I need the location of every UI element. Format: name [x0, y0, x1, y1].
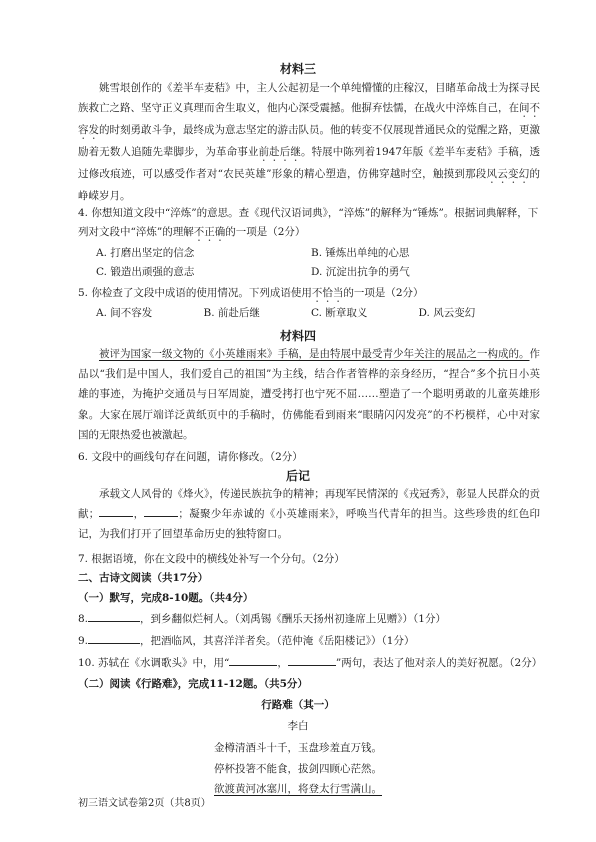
poem-line-2: 停杯投箸不能食，拔剑四顾心茫然。 — [214, 763, 382, 775]
comma: ， — [277, 657, 288, 669]
question-6 — [78, 448, 548, 467]
question-10-pre: 10. 苏轼在《水调歌头》中，用“ — [78, 657, 230, 669]
material-3-body — [78, 78, 540, 206]
option-d: D. 沉淀出抗争的勇气 — [311, 266, 410, 278]
question-10 — [78, 654, 548, 673]
section-2a-title: （一）默写，完成8-10题。（共4分） — [78, 592, 254, 604]
option-b: B. 锤炼出单纯的心思 — [311, 247, 410, 259]
text-run: 作品以“我们是中国人，我们爱自己的祖国”为主线，结合作者管桦的亲身经历，“捏合”多个抗日小英雄的事迹，为掩护交通员与日军周旋，遭受拷打也宁死不屈……塑造了一个聪明勇敢的儿童英雄形象。大家在展厅端详泛黄纸页中的手稿时，仿佛能看到雨来“眼睛闪闪发亮”的不朽模样，心中对家国的无限热爱也被激起。 — [78, 348, 540, 441]
question-5-options — [96, 304, 526, 323]
material-4-body — [78, 344, 540, 445]
section-2b-title: （二）阅读《行路难》，完成11-12题。（共5分） — [78, 678, 308, 690]
option-c: C. 断章取义 — [311, 307, 368, 319]
text-run: 的时刻勇敢斗争，最终成为意志坚定的游击队员。他的转变不仅展现普通民众的觉醒之路，更激励着无数人追随先辈脚步，为革命事业 — [78, 124, 540, 159]
afterword-title: 后记 — [285, 469, 310, 483]
option-a: A. 打磨出坚定的信念 — [96, 247, 195, 259]
question-8 — [78, 610, 548, 629]
poem-line-1: 金樽清酒斗十千，玉盘珍羞直万钱。 — [214, 742, 382, 754]
option-b: B. 前赴后继 — [203, 307, 260, 319]
text-run: 姚雪垠创作的《差半车麦秸》中，主人公起初是一个单纯懵懂的庄稼汉，目睹革命战士为探寻民族救亡之路、坚守正义真理而舍生取义，他内心深受震撼。他摒弃怯懦，在战火中淬炼自己，在 — [78, 82, 540, 115]
question-9-text: ，把酒临风，其喜洋洋者矣。（范仲淹《岳阳楼记》）（1分） — [140, 635, 415, 647]
poem-title: 行路难（其一） — [261, 699, 335, 711]
afterword-body: 承载文人风骨的《烽火》，传递民族抗争的精神；再现军民情深的《戎冠秀》，彰显人民群众的贡献； ， ；凝聚少年赤诚的《小英雄雨来》，呼唤当代青年的担当。这些珍贵的红色印记，为我们打开了回望革命历史的独特窗口。 — [78, 488, 541, 541]
option-a: A. 间不容发 — [96, 307, 153, 319]
page-footer: 初三语文试卷第2页（共8页） — [78, 798, 211, 809]
question-number: 9. — [78, 635, 89, 647]
question-7 — [78, 550, 548, 569]
material-3-title: 材料三 — [279, 62, 316, 76]
idiom-3: 风云变幻 — [486, 168, 530, 181]
answer-blank[interactable] — [88, 610, 140, 622]
question-7-text: 7. 根据语境，你在文段中的横线处补写一个分句。（2分） — [78, 553, 345, 565]
question-number: 8. — [78, 613, 89, 625]
question-6-text: 6. 文段中的画线句存在问题，请你修改。（2分） — [78, 451, 303, 463]
question-4-stem-end: 的一项是（2分） — [225, 226, 306, 238]
question-5-stem-end: 的一项是（2分） — [343, 287, 424, 299]
material-3-paragraph — [78, 78, 540, 206]
question-4-stem: 4. 你想知道文段中“淬炼”的意思。查《现代汉语词典》，“淬炼”的解释为“锤炼”。根据词典解释，下列对文段中“淬炼”的理解 — [78, 207, 539, 238]
idiom-1: 间不容发 — [78, 102, 540, 137]
answer-blank-2[interactable] — [288, 654, 336, 666]
text-run: 。特展中陈列着1947年版《差半车麦秸》手稿，透过修改痕迹，可以感受作者对“农民英雄”形象的精心塑造，仿佛穿越时空，触摸到那段 — [78, 146, 540, 181]
blank-1[interactable] — [99, 505, 133, 517]
answer-blank[interactable] — [88, 632, 140, 644]
question-10-post: ”两句，表达了他对亲人的美好祝愿。（2分） — [335, 657, 543, 669]
question-8-text: ，到乡翻似烂柯人。（刘禹锡《酬乐天扬州初逢席上见赠》）（1分） — [140, 613, 446, 625]
section-2-title: 二、古诗文阅读（共17分） — [78, 572, 209, 584]
idiom-2: 前赴后继 — [258, 146, 301, 159]
text-run: 承载文人风骨的《烽火》，传递民族抗争的精神；再现军民情深的《戎冠秀》，彰显人民群众的贡献； — [78, 488, 540, 521]
text-run: 的峥嵘岁月。 — [78, 168, 541, 203]
poem-line-3-text: 欲渡黄河冰塞川，将登太行雪满山。 — [214, 783, 382, 795]
blank-2[interactable] — [144, 505, 178, 517]
text-run: ；凝聚少年赤诚的《小英雄雨来》，呼唤当代青年的担当。这些珍贵的红色印记，为我们打开了回望革命历史的独特窗口。 — [78, 508, 541, 541]
question-4 — [78, 204, 548, 244]
poem-author: 李白 — [287, 720, 309, 732]
option-d: D. 风云变幻 — [418, 307, 476, 319]
answer-blank-1[interactable] — [229, 654, 277, 666]
underlined-sentence: 被评为国家一级文物的《小英雄雨来》手稿，是由特展中最受青少年关注的展品之一构成的。 — [99, 348, 530, 360]
emphasis: 不正确 — [193, 226, 226, 238]
question-9 — [78, 632, 548, 651]
question-5-stem: 5. 你检查了文段中成语的使用情况。下列成语使用 — [78, 287, 312, 299]
question-4-options — [96, 244, 526, 282]
emphasis: 不恰当 — [311, 287, 344, 299]
option-c: C. 锻造出顽强的意志 — [96, 266, 195, 278]
material-4-title: 材料四 — [279, 329, 316, 343]
question-5 — [78, 284, 548, 305]
